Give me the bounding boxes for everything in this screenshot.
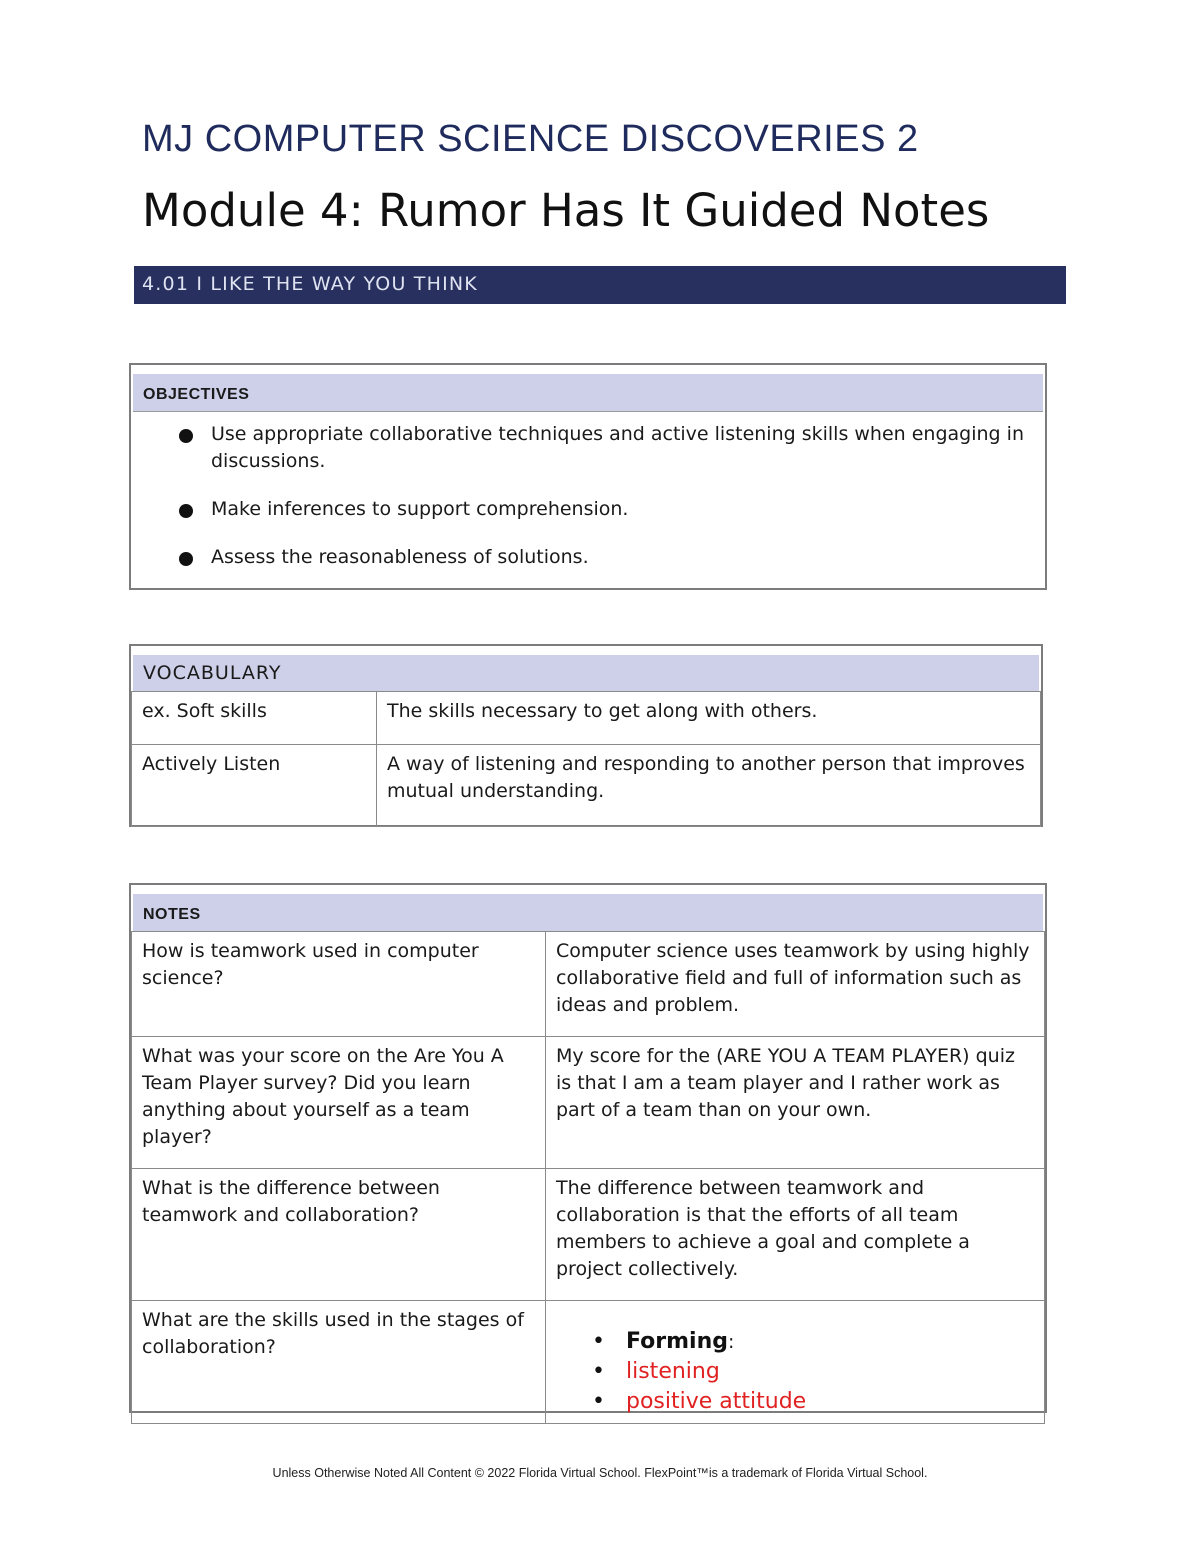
stage-skill-item — [556, 1357, 1034, 1387]
note-question: How is teamwork used in computer science? — [132, 932, 546, 1037]
objectives-list — [171, 421, 1029, 592]
stage-skill: listening — [626, 1359, 720, 1384]
stage-skill-item — [556, 1387, 1034, 1417]
vocab-definition: The skills necessary to get along with others. — [377, 692, 1041, 745]
table-row — [132, 692, 1041, 745]
note-answer: Computer science uses teamwork by using highly collaborative field and full of information such as ideas and problem. — [546, 932, 1045, 1037]
objective-text: Make inferences to support comprehension. — [211, 498, 629, 520]
section-heading-bar: 4.01 I LIKE THE WAY YOU THINK — [134, 266, 1066, 304]
stage-colon: : — [727, 1331, 735, 1353]
bullet-icon: • — [592, 1329, 605, 1354]
notes-box — [129, 883, 1047, 1413]
vocab-term: Actively Listen — [132, 745, 377, 827]
note-question: What was your score on the Are You A Team Player survey? Did you learn anything about yourself as a team player? — [132, 1037, 546, 1169]
bullet-icon: • — [592, 1389, 605, 1414]
vocabulary-header — [133, 655, 1039, 692]
stage-list — [556, 1327, 1034, 1417]
notes-heading: NOTES — [143, 906, 201, 923]
note-question: What is the difference between teamwork and collaboration? — [132, 1169, 546, 1301]
vocabulary-heading: VOCABULARY — [143, 662, 282, 684]
bullet-icon — [179, 552, 193, 566]
table-row — [132, 1301, 1045, 1424]
stage-heading-item — [556, 1327, 1034, 1357]
module-title: Module 4: Rumor Has It Guided Notes — [142, 184, 990, 237]
objective-item — [171, 544, 1029, 571]
bullet-icon: • — [592, 1359, 605, 1384]
stage-heading: Forming — [626, 1329, 728, 1354]
table-row — [132, 932, 1045, 1037]
objective-text: Assess the reasonableness of solutions. — [211, 546, 589, 568]
table-row — [132, 1169, 1045, 1301]
objective-item — [171, 496, 1029, 523]
objectives-header — [133, 374, 1043, 412]
vocab-term: ex. Soft skills — [132, 692, 377, 745]
table-row — [132, 1037, 1045, 1169]
note-answer — [546, 1301, 1045, 1424]
vocabulary-table — [131, 691, 1041, 827]
copyright-footer: Unless Otherwise Noted All Content © 2022 Florida Virtual School. FlexPoint™is a trademark of Florida Virtual School. — [272, 1466, 928, 1480]
note-answer: My score for the (ARE YOU A TEAM PLAYER) quiz is that I am a team player and I rather work as part of a team than on your own. — [546, 1037, 1045, 1169]
objective-text: Use appropriate collaborative techniques and active listening skills when engaging in discussions. — [211, 423, 1024, 472]
objectives-heading: OBJECTIVES — [143, 386, 250, 403]
vocab-definition: A way of listening and responding to another person that improves mutual understanding. — [377, 745, 1041, 827]
bullet-icon — [179, 429, 193, 443]
objective-item — [171, 421, 1029, 475]
stage-skill: positive attitude — [626, 1389, 807, 1414]
table-row — [132, 745, 1041, 827]
notes-table — [131, 931, 1045, 1424]
note-answer: The difference between teamwork and collaboration is that the efforts of all team members to achieve a goal and complete a project collectively. — [546, 1169, 1045, 1301]
notes-header — [133, 894, 1043, 932]
bullet-icon — [179, 504, 193, 518]
note-question: What are the skills used in the stages of collaboration? — [132, 1301, 546, 1424]
vocabulary-box — [129, 644, 1043, 827]
course-title: MJ COMPUTER SCIENCE DISCOVERIES 2 — [142, 118, 919, 160]
objectives-box — [129, 363, 1047, 590]
